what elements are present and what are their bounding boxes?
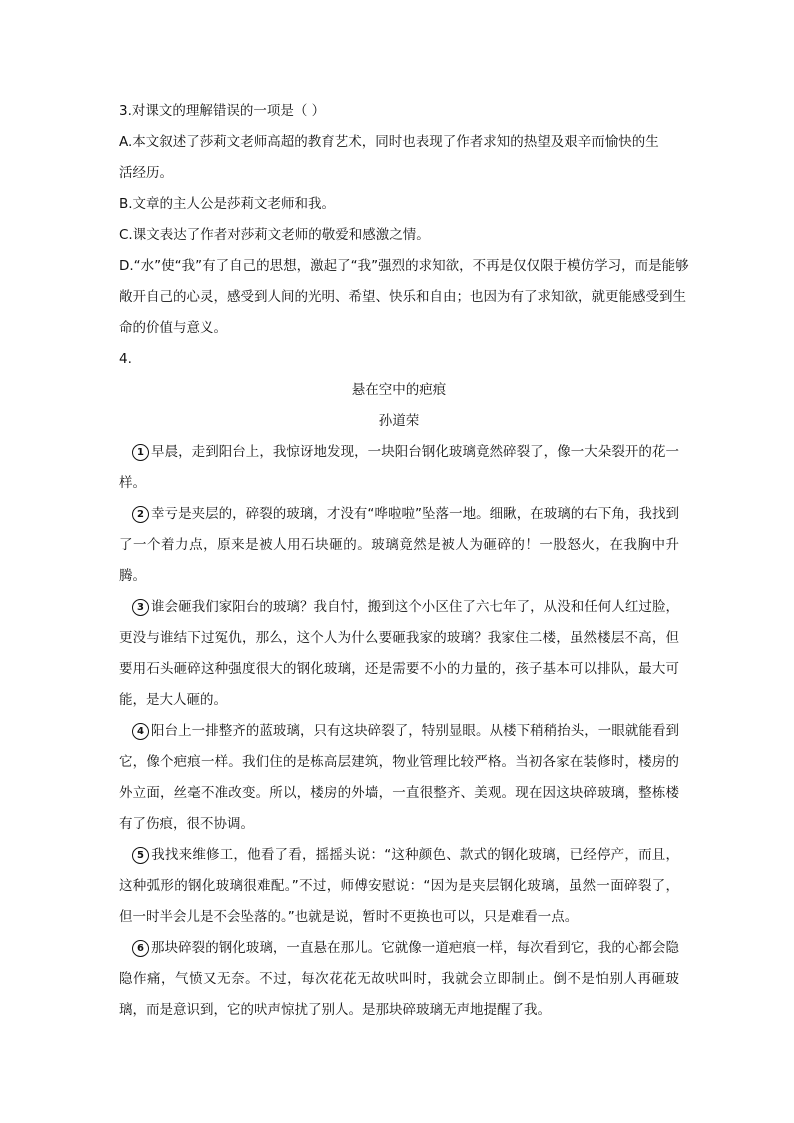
option-c: C.课文表达了作者对莎莉文老师的敬爱和感激之情。 xyxy=(119,227,430,243)
paragraph-text-2: 幸亏是夹层的，碎裂的玻璃，才没有“哗啦啦”坠落一地。细瞅，在玻璃的右下角，我找到了一个着力点，原来是被人用石块砸的。玻璃竟然是被人为砸碎的！一股怒火，在我胸中升腾。 xyxy=(119,506,679,584)
option-a-line-1: A.本文叙述了莎莉文老师高超的教育艺术，同时也表现了作者求知的热望及艰辛而愉快的生 xyxy=(119,134,659,150)
paragraph-text-3: 谁会砸我们家阳台的玻璃？我自忖，搬到这个小区住了六七年了，从没和任何人红过脸，更没与谁结下过冤仇，那么，这个人为什么要砸我家的玻璃？我家住二楼，虽然楼层不高，但要用石头砸碎这种强度很大的钢化玻璃，还是需要不小的力量的，孩子基本可以排队，最大可能，是大人砸的。 xyxy=(119,599,679,708)
paragraph-text-4: 阳台上一排整齐的蓝玻璃，只有这块碎裂了，特别显眼。从楼下稍稍抬头，一眼就能看到它，像个疤痕一样。我们住的是栋高层建筑，物业管理比较严格。当初各家在装修时，楼房的外立面，丝毫不准改变。所以，楼房的外墙，一直很整齐、美观。现在因这块碎玻璃，整栋楼有了伤痕，很不协调。 xyxy=(119,723,679,832)
paragraph-3 xyxy=(119,592,679,716)
option-d-line-1: D.“水”使“我”有了自己的思想，激起了“我”强烈的求知欲，不再是仅仅限于模仿学习，而是能够 xyxy=(119,258,689,274)
option-d-line-3: 命的价值与意义。 xyxy=(119,320,227,336)
paragraph-6 xyxy=(119,933,679,1026)
paragraph-number-6: 6 xyxy=(132,940,149,957)
paragraph-number-2: 2 xyxy=(132,506,149,523)
option-a-line-2: 活经历。 xyxy=(119,165,173,181)
paragraph-number-3: 3 xyxy=(132,599,149,616)
question-3-stem: 3.对课文的理解错误的一项是（ ） xyxy=(119,103,326,119)
paragraph-number-1: 1 xyxy=(132,444,149,461)
option-d-line-2: 敞开自己的心灵，感受到人间的光明、希望、快乐和自由；也因为有了求知欲，就更能感受到生 xyxy=(119,289,686,305)
paragraph-4 xyxy=(119,716,679,840)
paragraph-text-6: 那块碎裂的钢化玻璃，一直悬在那儿。它就像一道疤痕一样，每次看到它，我的心都会隐隐作痛，气愤又无奈。不过，每次花花无故吠叫时，我就会立即制止。倒不是怕别人再砸玻璃，而是意识到，它的吠声惊扰了别人。是那块碎玻璃无声地提醒了我。 xyxy=(119,940,679,1018)
paragraph-2 xyxy=(119,499,679,592)
option-b: B.文章的主人公是莎莉文老师和我。 xyxy=(119,196,336,212)
document-page xyxy=(119,96,689,1026)
passage-author: 孙道荣 xyxy=(378,413,420,429)
paragraph-text-1: 早晨，走到阳台上，我惊讶地发现，一块阳台钢化玻璃竟然碎裂了，像一大朵裂开的花一样。 xyxy=(119,444,679,491)
passage-title: 悬在空中的疤痕 xyxy=(351,382,447,398)
paragraph-5 xyxy=(119,840,679,933)
paragraph-text-5: 我找来维修工，他看了看，摇摇头说：“这种颜色、款式的钢化玻璃，已经停产，而且，这种弧形的钢化玻璃很难配。”不过，师傅安慰说：“因为是夹层钢化玻璃，虽然一面碎裂了，但一时半会儿是不会坠落的。”也就是说，暂时不更换也可以，只是难看一点。 xyxy=(119,847,679,925)
paragraph-number-5: 5 xyxy=(132,847,149,864)
passage-body xyxy=(119,437,679,1026)
paragraph-number-4: 4 xyxy=(132,723,149,740)
paragraph-1 xyxy=(119,437,679,499)
question-4-number: 4. xyxy=(119,351,132,367)
